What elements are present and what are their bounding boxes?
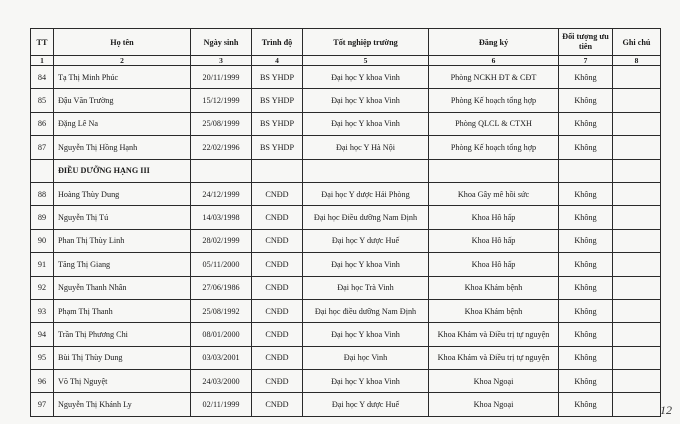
- cell-priority: Không: [559, 370, 613, 393]
- cell-register: Khoa Hô hấp: [429, 206, 559, 229]
- column-number: 6: [429, 56, 559, 66]
- cell-name: Tạ Thị Minh Phúc: [54, 66, 191, 89]
- table-row: [31, 136, 661, 159]
- cell-priority: [559, 159, 613, 182]
- table-row: [31, 323, 661, 346]
- column-number: 4: [252, 56, 303, 66]
- table-row: [31, 370, 661, 393]
- table-row: [31, 276, 661, 299]
- table-row: [31, 182, 661, 205]
- cell-dob: 24/03/2000: [191, 370, 252, 393]
- cell-school: Đại học Vinh: [303, 346, 429, 369]
- cell-school: Đại học Y dược Hải Phòng: [303, 182, 429, 205]
- cell-dob: 27/06/1986: [191, 276, 252, 299]
- cell-school: Đại học Y khoa Vinh: [303, 112, 429, 135]
- cell-note: [613, 346, 661, 369]
- cell-dob: 02/11/1999: [191, 393, 252, 416]
- cell-school: [303, 159, 429, 182]
- cell-school: Đại học Y dược Huế: [303, 393, 429, 416]
- cell-register: Phòng NCKH ĐT & CĐT: [429, 66, 559, 89]
- cell-tt: 89: [31, 206, 54, 229]
- cell-tt: 87: [31, 136, 54, 159]
- cell-tt: 85: [31, 89, 54, 112]
- cell-priority: Không: [559, 182, 613, 205]
- cell-name: Đậu Văn Trường: [54, 89, 191, 112]
- cell-level: BS YHDP: [252, 136, 303, 159]
- cell-dob: 05/11/2000: [191, 253, 252, 276]
- cell-tt: 92: [31, 276, 54, 299]
- cell-register: Khoa Khám bệnh: [429, 299, 559, 322]
- column-number: 1: [31, 56, 54, 66]
- table-row: [31, 66, 661, 89]
- cell-tt: 88: [31, 182, 54, 205]
- cell-priority: Không: [559, 112, 613, 135]
- candidate-table: [30, 28, 661, 417]
- cell-school: Đại học Y khoa Vinh: [303, 253, 429, 276]
- section-title: ĐIỀU DƯỠNG HẠNG III: [54, 159, 191, 182]
- cell-tt: 94: [31, 323, 54, 346]
- column-number: 8: [613, 56, 661, 66]
- cell-register: Phòng Kế hoạch tổng hợp: [429, 136, 559, 159]
- table-row: [31, 299, 661, 322]
- cell-dob: 20/11/1999: [191, 66, 252, 89]
- header-tt: TT: [31, 29, 54, 56]
- header-school: Tốt nghiệp trường: [303, 29, 429, 56]
- document-sheet: [30, 28, 661, 417]
- header-dob: Ngày sinh: [191, 29, 252, 56]
- cell-register: Khoa Hô hấp: [429, 229, 559, 252]
- cell-dob: 25/08/1992: [191, 299, 252, 322]
- column-number: 7: [559, 56, 613, 66]
- cell-register: Khoa Khám bệnh: [429, 276, 559, 299]
- cell-register: Khoa Ngoại: [429, 393, 559, 416]
- header-level: Trình độ: [252, 29, 303, 56]
- cell-level: CNĐD: [252, 323, 303, 346]
- cell-priority: Không: [559, 253, 613, 276]
- cell-note: [613, 89, 661, 112]
- cell-tt: 84: [31, 66, 54, 89]
- cell-tt: 96: [31, 370, 54, 393]
- table-row: [31, 89, 661, 112]
- cell-name: Trần Thị Phương Chi: [54, 323, 191, 346]
- cell-dob: 08/01/2000: [191, 323, 252, 346]
- cell-tt: 93: [31, 299, 54, 322]
- cell-level: CNĐD: [252, 346, 303, 369]
- cell-level: CNĐD: [252, 370, 303, 393]
- cell-tt: 91: [31, 253, 54, 276]
- table-row: [31, 253, 661, 276]
- cell-note: [613, 206, 661, 229]
- cell-level: CNĐD: [252, 253, 303, 276]
- cell-priority: Không: [559, 206, 613, 229]
- cell-register: Khoa Ngoại: [429, 370, 559, 393]
- cell-dob: 25/08/1999: [191, 112, 252, 135]
- cell-tt: 97: [31, 393, 54, 416]
- cell-note: [613, 182, 661, 205]
- cell-level: CNĐD: [252, 182, 303, 205]
- cell-level: CNĐD: [252, 206, 303, 229]
- cell-note: [613, 370, 661, 393]
- header-register: Đăng ký: [429, 29, 559, 56]
- cell-name: Nguyễn Thị Tú: [54, 206, 191, 229]
- cell-note: [613, 66, 661, 89]
- cell-register: Khoa Khám và Điều trị tự nguyện: [429, 323, 559, 346]
- header-note: Ghi chú: [613, 29, 661, 56]
- cell-level: [252, 159, 303, 182]
- cell-priority: Không: [559, 346, 613, 369]
- cell-school: Đại học điều dưỡng Nam Định: [303, 299, 429, 322]
- cell-dob: 15/12/1999: [191, 89, 252, 112]
- cell-register: Phòng QLCL & CTXH: [429, 112, 559, 135]
- cell-note: [613, 393, 661, 416]
- cell-name: Phạm Thị Thanh: [54, 299, 191, 322]
- cell-school: Đại học Y khoa Vinh: [303, 66, 429, 89]
- cell-name: Võ Thị Nguyệt: [54, 370, 191, 393]
- cell-school: Đại học Y khoa Vinh: [303, 323, 429, 346]
- cell-name: Đặng Lê Na: [54, 112, 191, 135]
- cell-note: [613, 112, 661, 135]
- cell-register: Khoa Khám và Điều trị tự nguyện: [429, 346, 559, 369]
- cell-level: CNĐD: [252, 299, 303, 322]
- cell-name: Nguyễn Thanh Nhân: [54, 276, 191, 299]
- cell-priority: Không: [559, 276, 613, 299]
- cell-name: Nguyễn Thị Hồng Hạnh: [54, 136, 191, 159]
- column-number: 5: [303, 56, 429, 66]
- cell-name: Bùi Thị Thùy Dung: [54, 346, 191, 369]
- table-row: [31, 206, 661, 229]
- cell-school: Đại học Trà Vinh: [303, 276, 429, 299]
- cell-priority: Không: [559, 229, 613, 252]
- header-name: Họ tên: [54, 29, 191, 56]
- cell-name: Tăng Thị Giang: [54, 253, 191, 276]
- cell-priority: Không: [559, 393, 613, 416]
- cell-dob: 22/02/1996: [191, 136, 252, 159]
- cell-note: [613, 323, 661, 346]
- cell-dob: [191, 159, 252, 182]
- cell-name: Nguyễn Thị Khánh Ly: [54, 393, 191, 416]
- cell-school: Đại học Y khoa Vinh: [303, 370, 429, 393]
- cell-school: Đại học Điều dưỡng Nam Định: [303, 206, 429, 229]
- cell-note: [613, 253, 661, 276]
- cell-tt: 90: [31, 229, 54, 252]
- cell-priority: Không: [559, 323, 613, 346]
- cell-tt: 86: [31, 112, 54, 135]
- column-number-row: [31, 56, 661, 66]
- cell-tt: 95: [31, 346, 54, 369]
- header-priority: Đối tượng ưu tiên: [559, 29, 613, 56]
- column-number: 3: [191, 56, 252, 66]
- cell-school: Đại học Y Hà Nội: [303, 136, 429, 159]
- cell-register: Khoa Gây mê hồi sức: [429, 182, 559, 205]
- cell-note: [613, 299, 661, 322]
- cell-name: Hoàng Thùy Dung: [54, 182, 191, 205]
- cell-note: [613, 136, 661, 159]
- cell-level: CNĐD: [252, 276, 303, 299]
- table-row: [31, 229, 661, 252]
- table-row: [31, 112, 661, 135]
- header-row: [31, 29, 661, 56]
- cell-school: Đại học Y khoa Vinh: [303, 89, 429, 112]
- table-row: [31, 346, 661, 369]
- cell-name: Phan Thị Thùy Linh: [54, 229, 191, 252]
- cell-dob: 14/03/1998: [191, 206, 252, 229]
- cell-note: [613, 159, 661, 182]
- cell-priority: Không: [559, 66, 613, 89]
- cell-school: Đại học Y dược Huế: [303, 229, 429, 252]
- cell-dob: 24/12/1999: [191, 182, 252, 205]
- cell-level: CNĐD: [252, 393, 303, 416]
- cell-priority: Không: [559, 299, 613, 322]
- cell-level: BS YHDP: [252, 66, 303, 89]
- cell-priority: Không: [559, 89, 613, 112]
- cell-dob: 03/03/2001: [191, 346, 252, 369]
- section-row: [31, 159, 661, 182]
- cell-level: BS YHDP: [252, 112, 303, 135]
- cell-register: Phòng Kế hoạch tổng hợp: [429, 89, 559, 112]
- cell-register: [429, 159, 559, 182]
- cell-note: [613, 229, 661, 252]
- cell-level: CNĐD: [252, 229, 303, 252]
- cell-priority: Không: [559, 136, 613, 159]
- cell-dob: 28/02/1999: [191, 229, 252, 252]
- cell-note: [613, 276, 661, 299]
- cell-tt: [31, 159, 54, 182]
- page-number: 12: [660, 403, 672, 417]
- column-number: 2: [54, 56, 191, 66]
- cell-register: Khoa Hô hấp: [429, 253, 559, 276]
- cell-level: BS YHDP: [252, 89, 303, 112]
- table-row: [31, 393, 661, 416]
